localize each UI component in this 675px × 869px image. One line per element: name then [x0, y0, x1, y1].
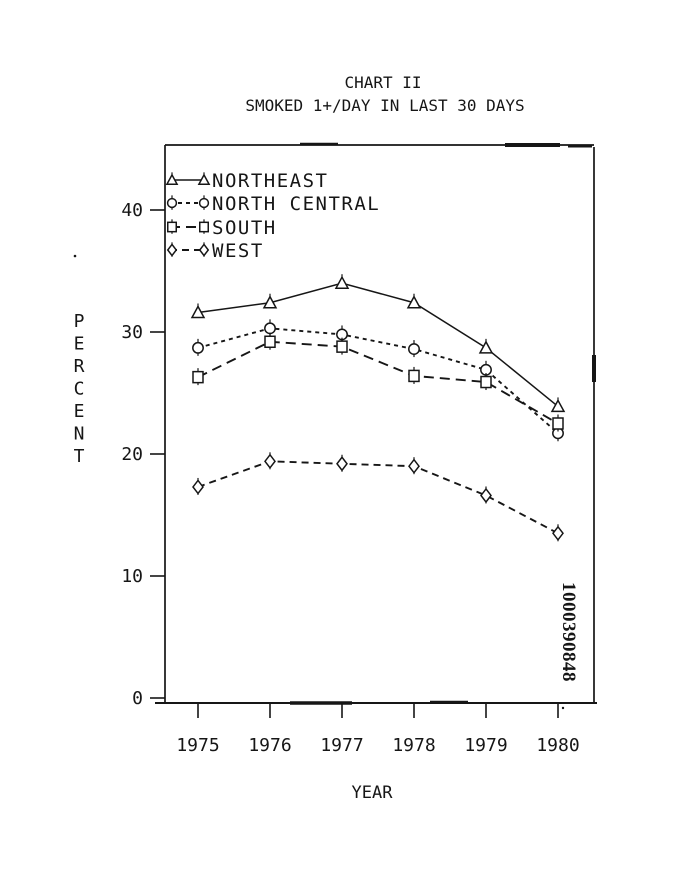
data-point-triangle-marker: [264, 294, 276, 308]
y-axis-title-letter: N: [73, 423, 85, 445]
chart-subtitle: SMOKED 1+/DAY IN LAST 30 DAYS: [245, 96, 525, 115]
series-line-northeast: [198, 283, 558, 406]
legend-label: NORTHEAST: [212, 170, 329, 192]
y-axis-title-letter: R: [73, 356, 85, 377]
series-line-north-central: [198, 328, 558, 433]
y-tick-label: 20: [121, 444, 143, 465]
y-tick-label: 40: [121, 200, 143, 221]
legend-circle-marker: [168, 195, 177, 209]
series-layer: [192, 274, 564, 541]
legend-item-south: [168, 217, 277, 239]
data-point-diamond-marker: [553, 524, 563, 541]
data-point-diamond-marker: [265, 452, 275, 469]
data-point-triangle-marker: [336, 274, 348, 288]
data-point-diamond-marker: [481, 486, 491, 503]
data-point-diamond-marker: [409, 457, 419, 474]
y-axis-title-letter: P: [73, 311, 85, 332]
y-tick-label: 10: [121, 566, 143, 587]
data-point-diamond-marker: [337, 455, 347, 472]
x-tick-label: 1977: [320, 735, 364, 756]
legend: [167, 170, 380, 262]
y-axis-title: [74, 311, 85, 467]
data-point-square-marker: [409, 367, 419, 384]
data-point-square-marker: [337, 338, 347, 355]
y-tick-label: 0: [132, 688, 143, 709]
data-point-circle-marker: [409, 340, 419, 357]
chart-title: CHART II: [344, 73, 422, 92]
x-axis-title: YEAR: [351, 783, 393, 803]
legend-square-marker: [168, 219, 177, 233]
y-tick-label: 30: [121, 322, 143, 343]
legend-label: WEST: [212, 240, 264, 262]
legend-triangle-marker: [167, 172, 177, 184]
series-line-west: [198, 461, 558, 533]
legend-circle-marker: [200, 195, 209, 209]
y-axis-title-letter: E: [73, 333, 85, 355]
legend-triangle-marker: [199, 172, 209, 184]
y-axis-title-letter: C: [73, 378, 85, 400]
legend-diamond-marker: [200, 242, 209, 256]
data-point-diamond-marker: [193, 478, 203, 495]
data-point-triangle-marker: [408, 294, 420, 308]
data-point-square-marker: [481, 373, 491, 390]
x-tick-label: 1976: [248, 735, 292, 756]
data-point-circle-marker: [193, 339, 203, 356]
y-axis-title-letter: T: [73, 446, 85, 467]
legend-item-west: [168, 240, 264, 262]
serial-stamp: 1000390848: [558, 582, 579, 682]
y-axis-title-letter: E: [73, 401, 85, 422]
legend-label: SOUTH: [212, 217, 277, 239]
x-tick-label: 1978: [392, 735, 436, 756]
scan-artifacts: [74, 144, 594, 709]
legend-item-north-central: [168, 193, 381, 215]
x-tick-label: 1979: [464, 735, 508, 756]
legend-item-northeast: [167, 170, 329, 192]
x-axis: [176, 703, 579, 756]
y-axis: [121, 200, 165, 709]
data-point-square-marker: [265, 333, 275, 350]
legend-square-marker: [200, 219, 209, 233]
data-point-square-marker: [193, 368, 203, 385]
series-line-south: [198, 342, 558, 424]
legend-label: NORTH CENTRAL: [212, 193, 381, 215]
x-tick-label: 1975: [176, 735, 220, 756]
data-point-square-marker: [553, 415, 563, 432]
x-tick-label: 1980: [536, 735, 580, 756]
data-point-triangle-marker: [192, 303, 204, 317]
data-point-triangle-marker: [552, 397, 564, 411]
legend-diamond-marker: [168, 242, 177, 256]
